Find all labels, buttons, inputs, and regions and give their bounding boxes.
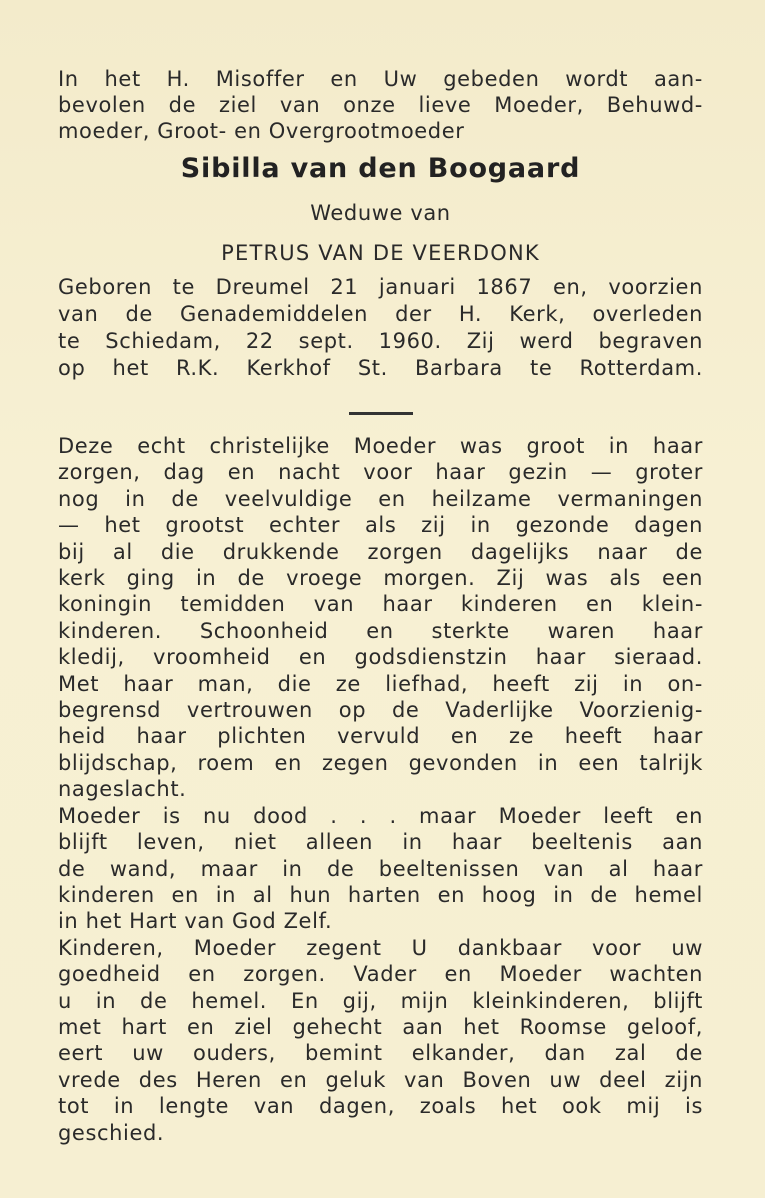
eulogy-line: kledij, vroomheid en godsdienstzin haar sieraad. (58, 645, 703, 670)
eulogy-line: Deze echt christelijke Moeder was groot in haar (58, 434, 703, 458)
divider-rule (349, 412, 413, 415)
eulogy-line: tot in lengte van dagen, zoals het ook mij is (58, 1094, 703, 1119)
eulogy-line: — het grootst echter als zij in gezonde dagen (58, 513, 703, 538)
detail-line: Geboren te Dreumel 21 januari 1867 en, voorzien (58, 275, 703, 299)
detail-line: van de Genademiddelen der H. Kerk, overleden (58, 302, 703, 326)
eulogy-line: nageslacht. (58, 777, 187, 802)
eulogy-line: Kinderen, Moeder zegent U dankbaar voor uw (58, 935, 703, 960)
eulogy-line: zorgen, dag en nacht voor haar gezin — groter (58, 460, 703, 485)
eulogy-text (58, 433, 703, 1146)
detail-line: te Schiedam, 22 sept. 1960. Zij werd begraven (58, 329, 703, 353)
eulogy-line: vrede des Heren en geluk van Boven uw deel zijn (58, 1067, 703, 1092)
birth-death-details (58, 274, 703, 382)
intro-line: moeder, Groot- en Overgrootmoeder (58, 119, 465, 143)
eulogy-line: kinderen. Schoonheid en sterkte waren haar (58, 618, 703, 643)
widow-of-label: Weduwe van (310, 201, 451, 225)
eulogy-line: nog in de veelvuldige en heilzame vermaningen (58, 486, 703, 511)
eulogy-line: Moeder is nu dood . . . maar Moeder leeft en (58, 803, 703, 828)
intro-line: bevolen de ziel van onze lieve Moeder, Behuwd- (58, 93, 703, 117)
eulogy-line: bij al die drukkende zorgen dagelijks naar de (58, 539, 703, 564)
eulogy-line: begrensd vertrouwen op de Vaderlijke Voorzienig- (58, 698, 703, 723)
intro-text (58, 66, 703, 144)
eulogy-line: in het Hart van God Zelf. (58, 909, 333, 934)
eulogy-line: koningin temidden van haar kinderen en klein- (58, 592, 703, 617)
detail-line: op het R.K. Kerkhof St. Barbara te Rotterdam. (58, 356, 703, 380)
eulogy-line: met hart en ziel gehecht aan het Roomse geloof, (58, 1014, 703, 1039)
eulogy-line: goedheid en zorgen. Vader en Moeder wachten (58, 962, 703, 987)
eulogy-line: kinderen en in al hun harten en hoog in de hemel (58, 882, 703, 907)
eulogy-line: kerk ging in de vroege morgen. Zij was als een (58, 566, 703, 591)
eulogy-line: blijft leven, niet alleen in haar beeltenis aan (58, 830, 703, 855)
eulogy-line: de wand, maar in de beeltenissen van al haar (58, 856, 703, 881)
husband-name: PETRUS VAN DE VEERDONK (221, 241, 540, 265)
eulogy-line: geschied. (58, 1120, 165, 1145)
eulogy-line: u in de hemel. En gij, mijn kleinkinderen, blijft (58, 988, 703, 1013)
eulogy-line: blijdschap, roem en zegen gevonden in een talrijk (58, 750, 703, 775)
deceased-name: Sibilla van den Boogaard (180, 153, 581, 184)
eulogy-line: eert uw ouders, bemint elkander, dan zal de (58, 1041, 703, 1066)
eulogy-line: Met haar man, die ze liefhad, heeft zij in on- (58, 671, 703, 696)
eulogy-line: heid haar plichten vervuld en ze heeft haar (58, 724, 703, 749)
intro-line: In het H. Misoffer en Uw gebeden wordt aan- (58, 67, 703, 91)
